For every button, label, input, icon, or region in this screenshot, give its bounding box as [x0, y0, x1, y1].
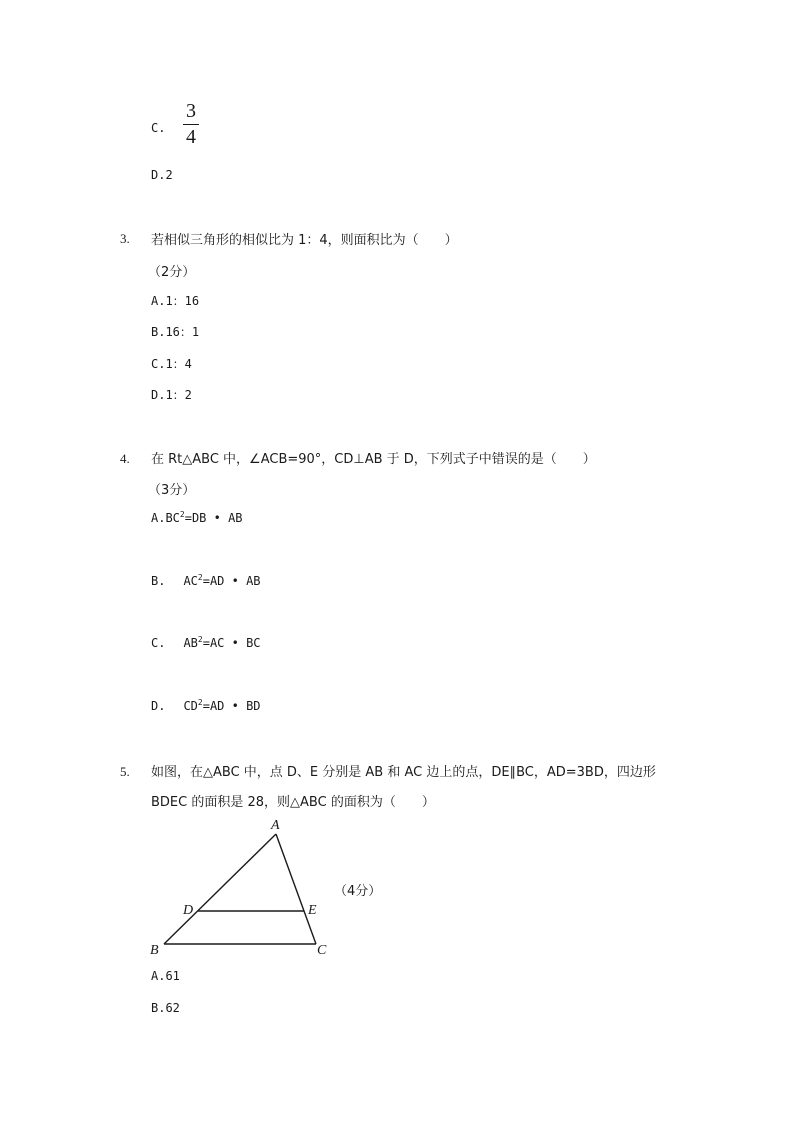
- q2-option-c-label: C.: [151, 121, 166, 135]
- option-rest: =AC • BC: [202, 636, 261, 650]
- option-base: AB: [183, 636, 198, 650]
- option-base: AC: [183, 574, 198, 588]
- q3-option-c: C.1：4: [151, 357, 192, 371]
- q2-option-d: D.2: [151, 168, 173, 182]
- fraction-bar: [183, 124, 199, 125]
- label-d: D: [183, 903, 194, 918]
- option-rest: =AD • BD: [202, 699, 261, 713]
- q4-option-b: [151, 574, 261, 588]
- option-exponent: 2: [197, 698, 203, 707]
- option-base: BC: [165, 511, 180, 525]
- q3-option-d: D.1：2: [151, 388, 192, 402]
- q4-option-a: [151, 511, 243, 525]
- option-base: CD: [183, 699, 198, 713]
- q2-fraction-numerator: 3: [186, 100, 196, 122]
- label-e: E: [308, 903, 317, 918]
- label-a: A: [271, 818, 280, 833]
- triangle-figure: [140, 812, 340, 960]
- q4-option-d: [151, 699, 261, 713]
- option-rest: =DB • AB: [184, 511, 243, 525]
- q4-number: 4.: [120, 451, 130, 466]
- q3-text: 若相似三角形的相似比为 1：4，则面积比为（ ）: [151, 233, 458, 248]
- q4-option-c: [151, 636, 261, 650]
- q3-number: 3.: [120, 231, 130, 246]
- q5-score: （4分）: [334, 884, 382, 899]
- q3-option-a: A.1：16: [151, 294, 200, 308]
- q5-text-line2: BDEC 的面积是 28，则△ABC 的面积为（ ）: [151, 795, 435, 810]
- q4-score: （3分）: [148, 483, 196, 498]
- option-label: D.: [151, 699, 166, 713]
- option-label: A.: [151, 511, 166, 525]
- q3-option-b: B.16：1: [151, 325, 200, 339]
- option-exponent: 2: [179, 510, 185, 519]
- option-rest: =AD • AB: [202, 574, 261, 588]
- option-exponent: 2: [197, 573, 203, 582]
- side-ab: [164, 834, 276, 944]
- q5-option-a: A.61: [151, 969, 180, 983]
- q5-number: 5.: [120, 764, 130, 779]
- side-ac: [276, 834, 316, 944]
- q4-text: 在 Rt△ABC 中，∠ACB=90°，CD⊥AB 于 D，下列式子中错误的是（ ）: [151, 452, 596, 467]
- label-b: B: [150, 943, 159, 958]
- label-c: C: [317, 943, 327, 958]
- option-label: B.: [151, 574, 166, 588]
- q5-option-b: B.62: [151, 1001, 180, 1015]
- option-exponent: 2: [197, 635, 203, 644]
- option-label: C.: [151, 636, 166, 650]
- q5-text-line1: 如图，在△ABC 中，点 D、E 分别是 AB 和 AC 边上的点，DE∥BC，AD=3BD，四边形: [151, 765, 656, 780]
- q3-score: （2分）: [148, 265, 196, 280]
- q2-fraction-denominator: 4: [186, 126, 196, 148]
- q2-option-c-fraction: [183, 101, 199, 147]
